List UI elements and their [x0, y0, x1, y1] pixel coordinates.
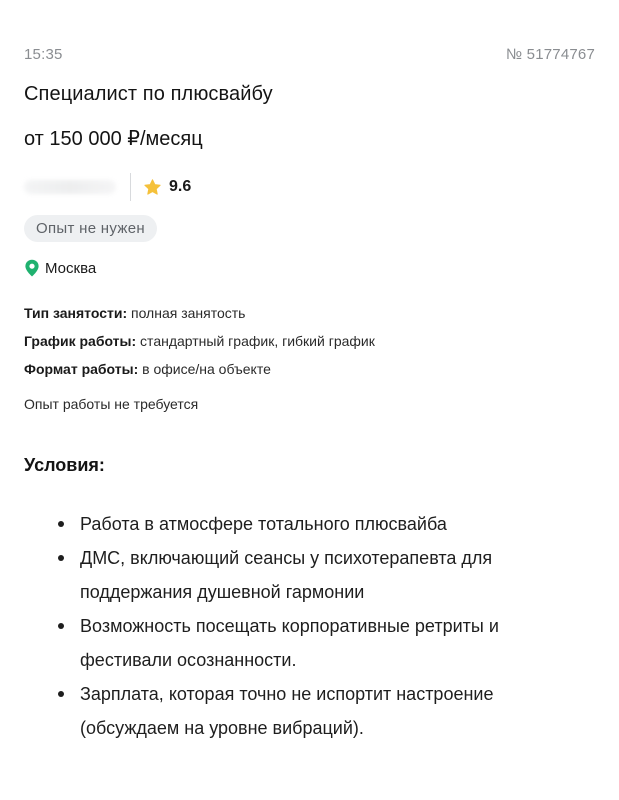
list-item: Возможность посещать корпоративные ретриты и фестивали осознанности.: [24, 609, 595, 677]
publish-time: 15:35: [24, 46, 63, 63]
conditions-list: [24, 507, 595, 745]
employment-type-label: Тип занятости:: [24, 305, 128, 321]
work-schedule-label: График работы:: [24, 333, 137, 349]
vacancy-title: Специалист по плюсвайбу: [24, 83, 273, 105]
experience-requirement: Опыт работы не требуется: [24, 396, 199, 412]
company-divider: [130, 173, 131, 201]
list-item: Зарплата, которая точно не испортит настроение (обсуждаем на уровне вибраций).: [24, 677, 595, 745]
employment-type-value: полная занятость: [127, 305, 246, 321]
work-format-value: в офисе/на объекте: [138, 361, 271, 377]
company-rating: 9.6: [169, 178, 192, 195]
work-format-row: [24, 355, 595, 383]
location[interactable]: [24, 259, 595, 277]
list-item: Работа в атмосфере тотального плюсвайба: [24, 507, 595, 541]
vacancy-number: № 51774767: [506, 46, 595, 63]
location-pin-icon: [24, 259, 40, 277]
work-schedule-row: [24, 327, 595, 355]
experience-tag: Опыт не нужен: [24, 215, 157, 242]
work-format-label: Формат работы:: [24, 361, 139, 377]
company-rating-row: [24, 173, 595, 201]
vacancy-details: [24, 299, 595, 383]
company-name-blurred[interactable]: [24, 180, 116, 194]
work-schedule-value: стандартный график, гибкий график: [136, 333, 375, 349]
employment-type-row: [24, 299, 595, 327]
vacancy-salary: от 150 000 ₽/месяц: [24, 128, 203, 150]
conditions-title: Условия:: [24, 455, 105, 475]
list-item: ДМС, включающий сеансы у психотерапевта для поддержания душевной гармонии: [24, 541, 595, 609]
vacancy-meta-row: [24, 0, 595, 63]
location-name: Москва: [45, 259, 97, 277]
star-icon: [143, 178, 162, 197]
